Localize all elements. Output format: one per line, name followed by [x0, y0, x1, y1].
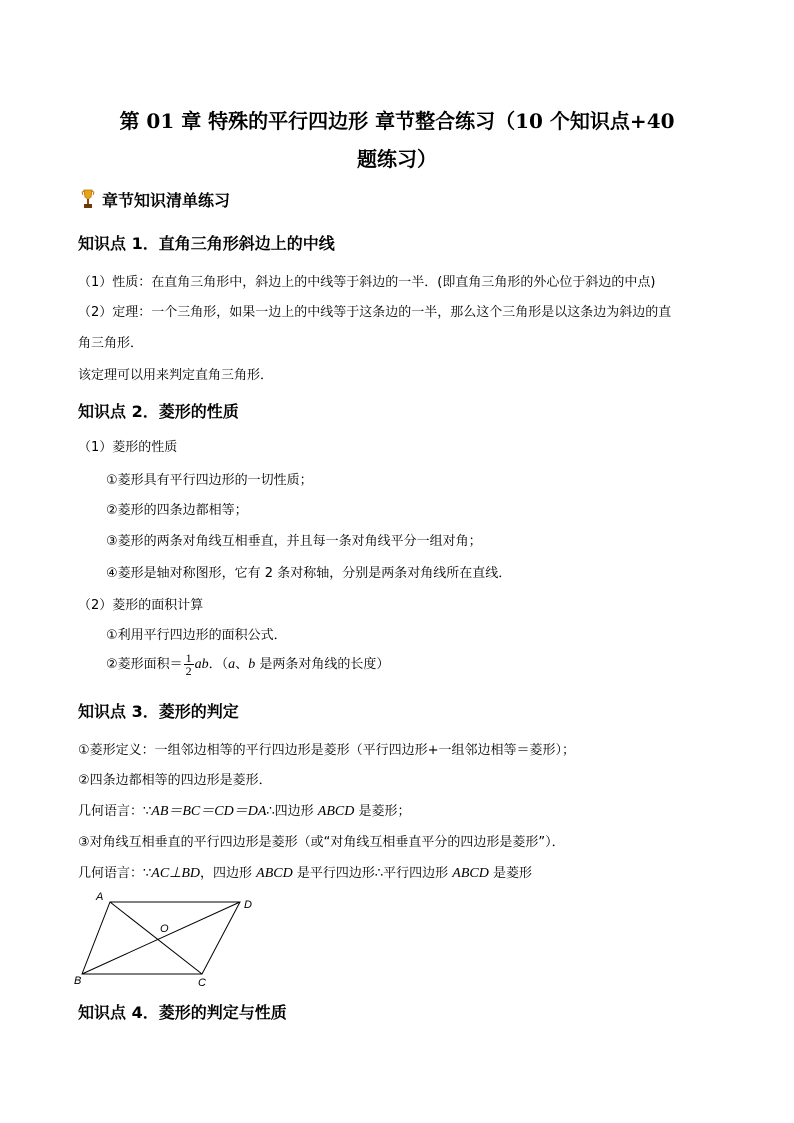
label-b: B	[74, 975, 82, 987]
area-variable: ab	[194, 657, 209, 672]
k3-l5-abcd2: ABCD	[452, 866, 489, 881]
k3-heading: 知识点 3．菱形的判定	[78, 702, 239, 721]
var-b: b	[248, 657, 256, 672]
label-d: D	[244, 899, 252, 911]
k3-l3-prefix: 几何语言：∵	[78, 804, 152, 819]
area-mid: ．（	[208, 657, 229, 672]
k4-heading: 知识点 4．菱形的判定与性质	[78, 1003, 287, 1022]
k3-line-3	[78, 800, 411, 820]
trophy-icon	[80, 188, 96, 214]
k1-paragraph-2b: 角三角形．	[78, 336, 144, 351]
k3-l5-abcd1: ABCD	[256, 866, 293, 881]
k3-l3-suffix: 是菱形；	[354, 804, 411, 819]
section-heading	[80, 188, 230, 214]
k3-line-2: ②四条边都相等的四边形是菱形．	[78, 773, 272, 788]
k1-paragraph-3: 该定理可以用来判定直角三角形．	[78, 368, 274, 383]
k3-l3-mid: ∴四边形	[266, 804, 318, 819]
k1-paragraph-2a: （2）定理：一个三角形，如果一边上的中线等于这条边的一半，那么这个三角形是以这条边为斜边的直	[78, 305, 672, 320]
k2-subheading-2: （2）菱形的面积计算	[78, 598, 204, 613]
label-a: A	[96, 891, 104, 903]
section-heading-text: 章节知识清单练习	[102, 191, 231, 210]
k3-l5-suffix: 是菱形	[488, 866, 532, 881]
k3-l5-mid1: ，四边形	[200, 866, 257, 881]
k3-l5-mid2: 是平行四边形∴平行四边形	[292, 866, 453, 881]
label-o: O	[160, 923, 169, 935]
var-a: a	[228, 657, 236, 672]
parallelogram-figure	[72, 884, 272, 992]
one-half-fraction	[184, 652, 194, 677]
k2-item-1: ①菱形具有平行四边形的一切性质；	[106, 473, 313, 488]
k3-l3-abcd: ABCD	[317, 804, 355, 819]
k3-line-1: ①菱形定义：一组邻边相等的平行四边形是菱形（平行四边形+一组邻边相等＝菱形）；	[78, 743, 576, 758]
k3-l5-prefix: 几何语言：∵	[78, 866, 152, 881]
k3-l3-equation: AB＝BC＝CD＝DA	[151, 804, 267, 819]
k2-item-4: ④菱形是轴对称图形，它有 2 条对称轴，分别是两条对角线所在直线．	[106, 566, 512, 581]
k3-line-5	[78, 862, 532, 882]
k2-area-formula	[106, 652, 389, 677]
k2-item-3: ③菱形的两条对角线互相垂直，并且每一条对角线平分一组对角；	[106, 534, 482, 549]
var-separator: 、	[235, 657, 249, 672]
area-prefix: ②菱形面积＝	[106, 657, 183, 672]
k3-l5-perp: AC⊥BD	[151, 866, 201, 881]
area-suffix: 是两条对角线的长度）	[255, 657, 390, 672]
fraction-denominator: 2	[185, 664, 192, 678]
k1-paragraph-1: （1）性质：在直角三角形中，斜边上的中线等于斜边的一半．(即直角三角形的外心位于斜边的中点)	[78, 275, 656, 290]
page-title-line2: 题练习）	[357, 147, 437, 171]
k2-subheading-1: （1）菱形的性质	[78, 440, 178, 455]
k2-item-5: ①利用平行四边形的面积公式．	[106, 628, 287, 643]
k2-heading: 知识点 2．菱形的性质	[78, 402, 239, 421]
k3-line-4: ③对角线互相垂直的平行四边形是菱形（或“对角线互相垂直平分的四边形是菱形”）．	[78, 835, 565, 850]
k1-heading: 知识点 1．直角三角形斜边上的中线	[78, 234, 335, 253]
page-title-line1: 第 01 章 特殊的平行四边形 章节整合练习（10 个知识点+40	[119, 109, 675, 133]
diagonal-ac	[110, 902, 202, 974]
fraction-numerator: 1	[185, 651, 192, 665]
k2-item-2: ②菱形的四条边都相等；	[106, 503, 248, 518]
label-c: C	[198, 977, 206, 989]
